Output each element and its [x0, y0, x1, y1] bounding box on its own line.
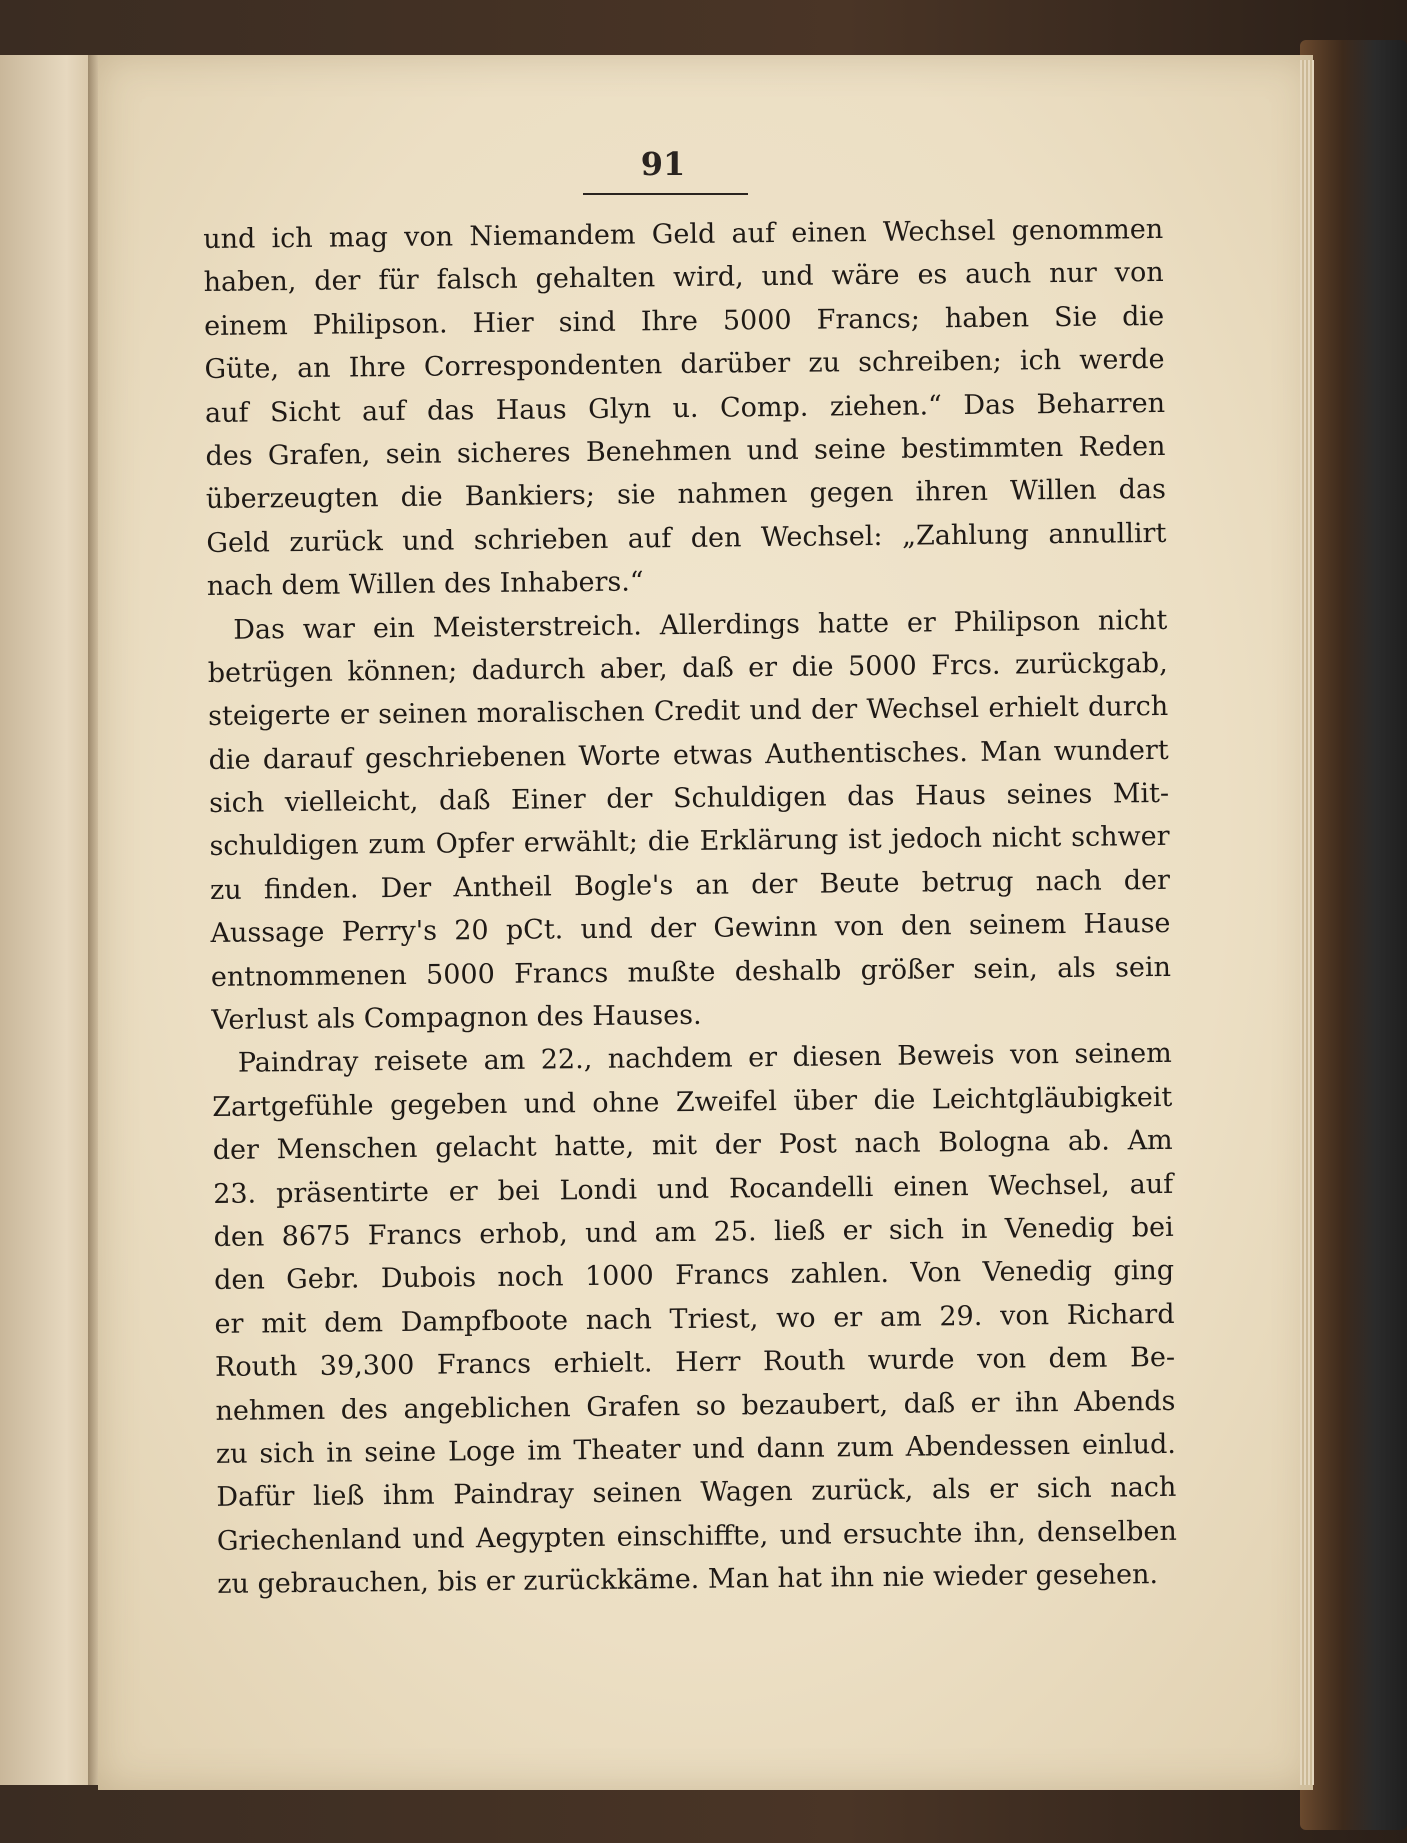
text-line: zu sich in seine Loge im Theater und dann zum Abendessen einlud.: [215, 1428, 1177, 1470]
gutter: [88, 55, 98, 1785]
body-text: [203, 208, 1177, 1606]
page-number: 91: [640, 145, 686, 183]
header-rule: [583, 193, 748, 195]
text-line: Zartgefühle gegeben und ohne Zweifel über die Leichtgläubigkeit: [212, 1081, 1173, 1123]
text-line: den Gebr. Dubois noch 1000 Francs zahlen. Von Venedig ging: [213, 1255, 1175, 1297]
text-line: die darauf geschriebenen Worte etwas Authentisches. Man wundert: [208, 734, 1169, 776]
text-line: betrügen können; dadurch aber, daß er die 5000 Frcs. zurückgab,: [207, 647, 1168, 689]
text-line: er mit dem Dampfboote nach Triest, wo er am 29. von Richard: [214, 1298, 1175, 1340]
text-line: auf Sicht auf das Haus Glyn u. Comp. ziehen.“ Das Beharren: [204, 387, 1166, 429]
text-line: zu gebrauchen, bis er zurückkäme. Man hat ihn nie wieder gesehen.: [217, 1559, 1159, 1601]
text-line: einem Philipson. Hier sind Ihre 5000 Francs; haben Sie die: [203, 300, 1165, 342]
book-binding: [1300, 40, 1407, 1830]
text-line: der Menschen gelacht hatte, mit der Post nach Bologna ab. Am: [212, 1125, 1173, 1167]
text-line: Güte, an Ihre Correspondenten darüber zu schreiben; ich werde: [204, 344, 1165, 386]
text-line: Aussage Perry's 20 pCt. und der Gewinn von den seinem Hause: [210, 908, 1171, 950]
text-line: Geld zurück und schrieben auf den Wechsel: „Zahlung annullirt: [206, 517, 1167, 559]
facing-page: [0, 55, 95, 1785]
page-edges: [1300, 60, 1314, 1785]
text-line: sich vielleicht, daß Einer der Schuldigen das Haus seines Mit-: [208, 777, 1170, 820]
text-line: haben, der für falsch gehalten wird, und wäre es auch nur von: [203, 257, 1164, 299]
text-line: des Grafen, sein sicheres Benehmen und seine bestimmten Reden: [205, 430, 1166, 472]
text-line: entnommenen 5000 Francs mußte deshalb größer sein, als sein: [210, 951, 1172, 993]
text-line: Griechenland und Aegypten einschiffte, und ersuchte ihn, denselben: [216, 1515, 1177, 1557]
text-line: nehmen des angeblichen Grafen so bezaubert, daß er ihn Abends: [215, 1385, 1176, 1427]
text-line: und ich mag von Niemandem Geld auf einen Wechsel genommen: [203, 213, 1164, 255]
text-line: steigerte er seinen moralischen Credit und der Wechsel erhielt durch: [208, 691, 1169, 733]
text-line: Dafür ließ ihm Paindray seinen Wagen zurück, als er sich nach: [216, 1472, 1177, 1514]
text-line: Verlust als Compagnon des Hauses.: [211, 999, 702, 1036]
text-line: überzeugten die Bankiers; sie nahmen gegen ihren Willen das: [205, 474, 1167, 516]
text-line: nach dem Willen des Inhabers.“: [206, 566, 644, 603]
text-line: Das war ein Meisterstreich. Allerdings hatte er Philipson nicht: [233, 604, 1168, 646]
text-line: 23. präsentirte er bei Londi und Rocandelli einen Wechsel, auf: [213, 1168, 1174, 1210]
text-line: Routh 39,300 Francs erhielt. Herr Routh wurde von dem Be-: [214, 1342, 1176, 1384]
text-line: Paindray reisete am 22., nachdem er diesen Beweis von seinem: [237, 1038, 1172, 1080]
text-line: schuldigen zum Opfer erwählt; die Erklärung ist jedoch nicht schwer: [209, 821, 1170, 863]
text-line: den 8675 Francs erhob, und am 25. ließ er sich in Venedig bei: [213, 1211, 1174, 1253]
text-line: zu finden. Der Antheil Bogle's an der Beute betrug nach der: [209, 864, 1171, 906]
